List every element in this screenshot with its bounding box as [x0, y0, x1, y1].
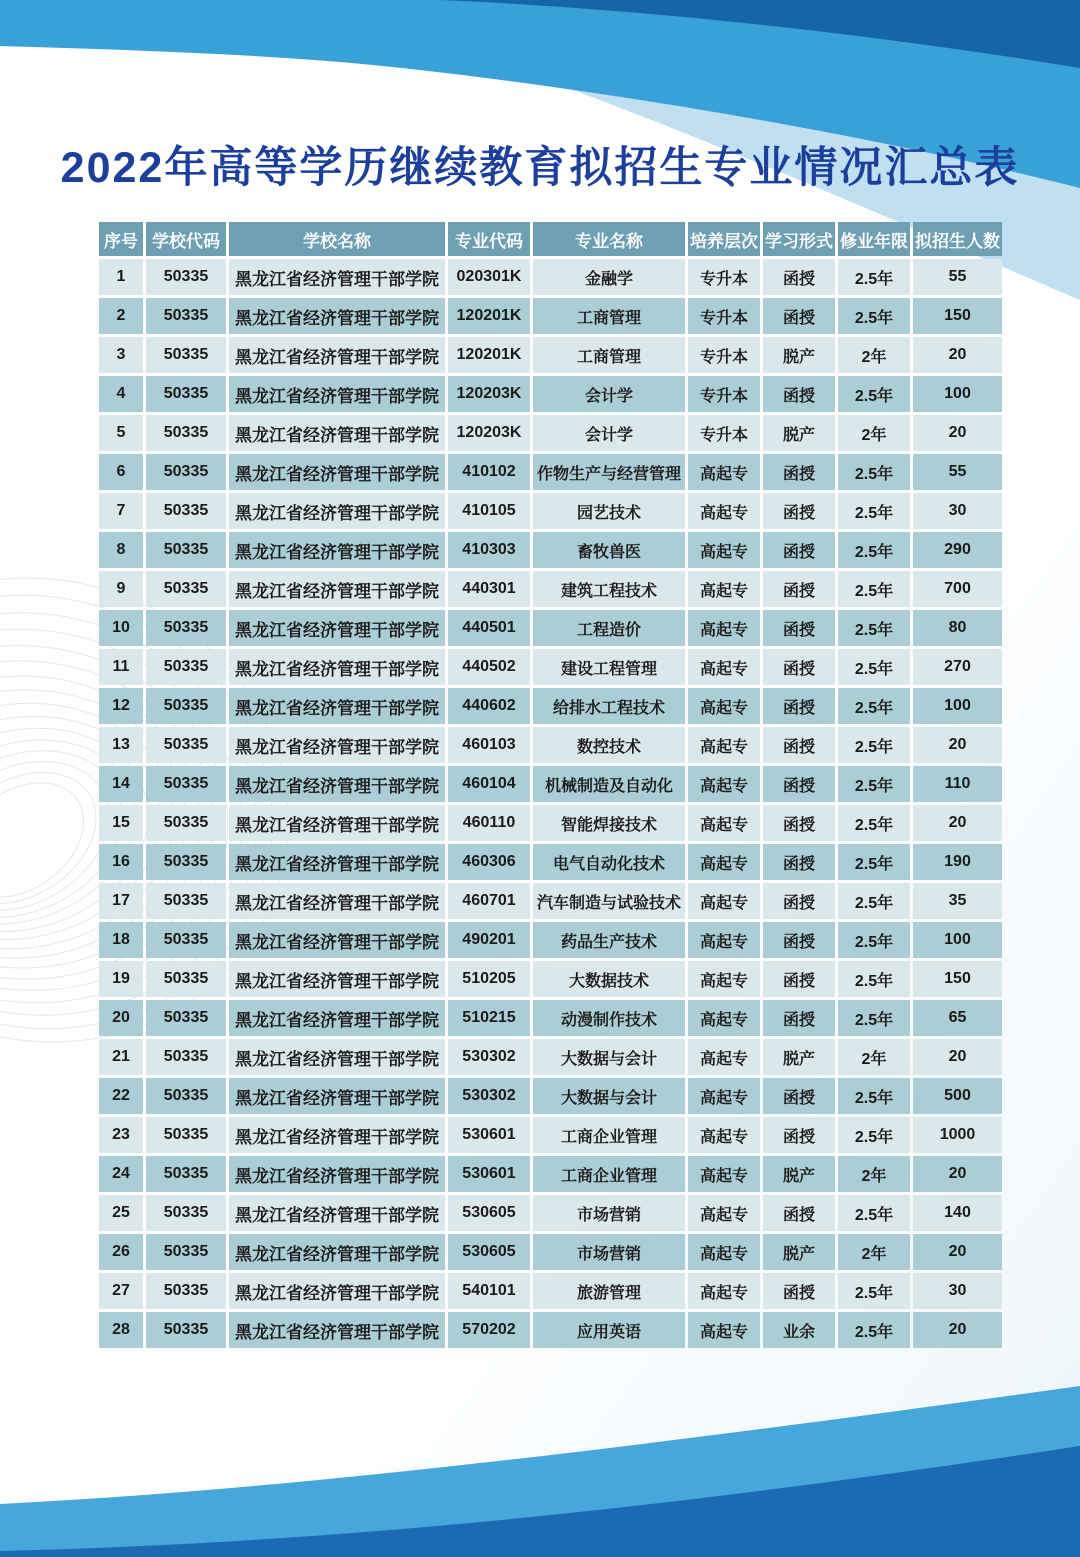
cell-school-name: 黑龙江省经济管理干部学院 — [229, 259, 445, 295]
cell-index: 25 — [99, 1195, 143, 1231]
cell-school-code: 50335 — [146, 1039, 226, 1075]
cell-major-code: 120201K — [448, 337, 530, 373]
cell-index: 4 — [99, 376, 143, 412]
enrollment-table — [96, 219, 1005, 1351]
cell-major-name: 会计学 — [533, 415, 685, 451]
cell-enrollment: 110 — [913, 766, 1002, 802]
cell-level: 高起专 — [688, 844, 760, 880]
cell-school-code: 50335 — [146, 1234, 226, 1270]
table-row — [99, 1039, 1002, 1075]
cell-enrollment: 190 — [913, 844, 1002, 880]
cell-duration: 2.5年 — [838, 883, 910, 919]
cell-study-form: 脱产 — [763, 415, 835, 451]
cell-enrollment: 500 — [913, 1078, 1002, 1114]
cell-study-form: 函授 — [763, 454, 835, 490]
cell-school-code: 50335 — [146, 532, 226, 568]
cell-school-name: 黑龙江省经济管理干部学院 — [229, 1156, 445, 1192]
cell-index: 20 — [99, 1000, 143, 1036]
cell-level: 高起专 — [688, 454, 760, 490]
cell-school-name: 黑龙江省经济管理干部学院 — [229, 805, 445, 841]
cell-major-code: 460110 — [448, 805, 530, 841]
cell-index: 17 — [99, 883, 143, 919]
cell-school-code: 50335 — [146, 922, 226, 958]
cell-school-name: 黑龙江省经济管理干部学院 — [229, 298, 445, 334]
cell-school-name: 黑龙江省经济管理干部学院 — [229, 844, 445, 880]
cell-major-code: 530605 — [448, 1234, 530, 1270]
cell-study-form: 函授 — [763, 844, 835, 880]
cell-major-code: 530601 — [448, 1117, 530, 1153]
cell-level: 高起专 — [688, 1117, 760, 1153]
cell-duration: 2.5年 — [838, 454, 910, 490]
cell-school-name: 黑龙江省经济管理干部学院 — [229, 1234, 445, 1270]
table-row — [99, 493, 1002, 529]
cell-major-name: 电气自动化技术 — [533, 844, 685, 880]
cell-enrollment: 80 — [913, 610, 1002, 646]
cell-major-code: 460701 — [448, 883, 530, 919]
cell-major-name: 工程造价 — [533, 610, 685, 646]
cell-index: 26 — [99, 1234, 143, 1270]
cell-level: 专升本 — [688, 337, 760, 373]
cell-school-code: 50335 — [146, 1117, 226, 1153]
cell-index: 23 — [99, 1117, 143, 1153]
cell-major-code: 460306 — [448, 844, 530, 880]
table-row — [99, 1000, 1002, 1036]
cell-school-code: 50335 — [146, 688, 226, 724]
cell-school-code: 50335 — [146, 571, 226, 607]
cell-school-code: 50335 — [146, 766, 226, 802]
cell-school-name: 黑龙江省经济管理干部学院 — [229, 376, 445, 412]
cell-major-name: 动漫制作技术 — [533, 1000, 685, 1036]
cell-level: 高起专 — [688, 1039, 760, 1075]
cell-level: 专升本 — [688, 415, 760, 451]
cell-level: 专升本 — [688, 259, 760, 295]
cell-study-form: 函授 — [763, 571, 835, 607]
cell-school-code: 50335 — [146, 883, 226, 919]
cell-duration: 2.5年 — [838, 1000, 910, 1036]
table-row — [99, 649, 1002, 685]
cell-study-form: 脱产 — [763, 1039, 835, 1075]
cell-level: 高起专 — [688, 1273, 760, 1309]
cell-duration: 2.5年 — [838, 1312, 910, 1348]
cell-major-name: 应用英语 — [533, 1312, 685, 1348]
cell-school-name: 黑龙江省经济管理干部学院 — [229, 1078, 445, 1114]
table-row — [99, 1312, 1002, 1348]
table-row — [99, 1195, 1002, 1231]
cell-school-code: 50335 — [146, 298, 226, 334]
cell-enrollment: 20 — [913, 1234, 1002, 1270]
cell-study-form: 函授 — [763, 259, 835, 295]
header-cell-enrollment: 拟招生人数 — [913, 222, 1002, 256]
cell-school-code: 50335 — [146, 376, 226, 412]
table-row — [99, 532, 1002, 568]
table-row — [99, 1117, 1002, 1153]
table-row — [99, 688, 1002, 724]
table-row — [99, 727, 1002, 763]
cell-study-form: 函授 — [763, 649, 835, 685]
cell-index: 1 — [99, 259, 143, 295]
cell-level: 专升本 — [688, 298, 760, 334]
cell-school-code: 50335 — [146, 454, 226, 490]
cell-level: 高起专 — [688, 805, 760, 841]
table-row — [99, 883, 1002, 919]
cell-school-code: 50335 — [146, 844, 226, 880]
cell-enrollment: 65 — [913, 1000, 1002, 1036]
cell-major-code: 440602 — [448, 688, 530, 724]
cell-study-form: 函授 — [763, 1195, 835, 1231]
cell-level: 高起专 — [688, 532, 760, 568]
cell-school-name: 黑龙江省经济管理干部学院 — [229, 727, 445, 763]
cell-duration: 2.5年 — [838, 610, 910, 646]
cell-enrollment: 30 — [913, 493, 1002, 529]
cell-school-code: 50335 — [146, 961, 226, 997]
cell-school-code: 50335 — [146, 493, 226, 529]
cell-level: 高起专 — [688, 922, 760, 958]
cell-level: 高起专 — [688, 766, 760, 802]
cell-major-name: 市场营销 — [533, 1234, 685, 1270]
cell-enrollment: 270 — [913, 649, 1002, 685]
cell-study-form: 脱产 — [763, 1156, 835, 1192]
cell-index: 8 — [99, 532, 143, 568]
cell-index: 19 — [99, 961, 143, 997]
cell-level: 高起专 — [688, 688, 760, 724]
cell-major-code: 540101 — [448, 1273, 530, 1309]
header-cell-level: 培养层次 — [688, 222, 760, 256]
header-cell-index: 序号 — [99, 222, 143, 256]
cell-level: 高起专 — [688, 571, 760, 607]
cell-school-name: 黑龙江省经济管理干部学院 — [229, 1000, 445, 1036]
cell-study-form: 函授 — [763, 1078, 835, 1114]
cell-enrollment: 20 — [913, 727, 1002, 763]
cell-major-code: 530601 — [448, 1156, 530, 1192]
cell-duration: 2.5年 — [838, 727, 910, 763]
cell-duration: 2.5年 — [838, 532, 910, 568]
table-row — [99, 1234, 1002, 1270]
cell-level: 高起专 — [688, 727, 760, 763]
cell-school-name: 黑龙江省经济管理干部学院 — [229, 1273, 445, 1309]
cell-school-name: 黑龙江省经济管理干部学院 — [229, 1312, 445, 1348]
table-header-row — [99, 222, 1002, 256]
cell-duration: 2.5年 — [838, 1273, 910, 1309]
cell-school-code: 50335 — [146, 259, 226, 295]
cell-study-form: 脱产 — [763, 1234, 835, 1270]
cell-school-code: 50335 — [146, 1156, 226, 1192]
cell-index: 24 — [99, 1156, 143, 1192]
cell-study-form: 函授 — [763, 1273, 835, 1309]
cell-major-name: 智能焊接技术 — [533, 805, 685, 841]
cell-level: 高起专 — [688, 1156, 760, 1192]
cell-duration: 2年 — [838, 1039, 910, 1075]
cell-index: 11 — [99, 649, 143, 685]
cell-enrollment: 290 — [913, 532, 1002, 568]
cell-duration: 2.5年 — [838, 688, 910, 724]
cell-index: 15 — [99, 805, 143, 841]
cell-duration: 2.5年 — [838, 376, 910, 412]
cell-index: 14 — [99, 766, 143, 802]
cell-major-name: 大数据与会计 — [533, 1078, 685, 1114]
table-row — [99, 415, 1002, 451]
cell-duration: 2.5年 — [838, 259, 910, 295]
cell-major-name: 机械制造及自动化 — [533, 766, 685, 802]
cell-level: 高起专 — [688, 1195, 760, 1231]
cell-school-code: 50335 — [146, 1000, 226, 1036]
page-title: 2022年高等学历继续教育拟招生专业情况汇总表 — [60, 144, 1020, 192]
cell-level: 专升本 — [688, 376, 760, 412]
cell-enrollment: 700 — [913, 571, 1002, 607]
cell-index: 27 — [99, 1273, 143, 1309]
cell-major-code: 460103 — [448, 727, 530, 763]
cell-duration: 2.5年 — [838, 571, 910, 607]
cell-enrollment: 20 — [913, 805, 1002, 841]
cell-school-name: 黑龙江省经济管理干部学院 — [229, 961, 445, 997]
cell-school-code: 50335 — [146, 805, 226, 841]
cell-school-name: 黑龙江省经济管理干部学院 — [229, 883, 445, 919]
cell-study-form: 业余 — [763, 1312, 835, 1348]
cell-major-name: 大数据技术 — [533, 961, 685, 997]
cell-duration: 2.5年 — [838, 805, 910, 841]
cell-major-name: 市场营销 — [533, 1195, 685, 1231]
cell-major-code: 120203K — [448, 415, 530, 451]
table-body — [99, 259, 1002, 1348]
cell-major-code: 440502 — [448, 649, 530, 685]
table-row — [99, 454, 1002, 490]
cell-school-name: 黑龙江省经济管理干部学院 — [229, 415, 445, 451]
cell-index: 3 — [99, 337, 143, 373]
cell-index: 5 — [99, 415, 143, 451]
cell-study-form: 函授 — [763, 532, 835, 568]
cell-major-name: 旅游管理 — [533, 1273, 685, 1309]
cell-duration: 2.5年 — [838, 298, 910, 334]
cell-level: 高起专 — [688, 649, 760, 685]
cell-school-code: 50335 — [146, 1195, 226, 1231]
cell-major-code: 440301 — [448, 571, 530, 607]
cell-major-code: 410303 — [448, 532, 530, 568]
cell-study-form: 脱产 — [763, 337, 835, 373]
cell-study-form: 函授 — [763, 922, 835, 958]
table-row — [99, 571, 1002, 607]
cell-study-form: 函授 — [763, 1000, 835, 1036]
cell-major-code: 490201 — [448, 922, 530, 958]
cell-school-name: 黑龙江省经济管理干部学院 — [229, 649, 445, 685]
cell-duration: 2.5年 — [838, 493, 910, 529]
cell-major-code: 120203K — [448, 376, 530, 412]
cell-school-code: 50335 — [146, 649, 226, 685]
cell-school-name: 黑龙江省经济管理干部学院 — [229, 1195, 445, 1231]
cell-school-code: 50335 — [146, 415, 226, 451]
cell-major-code: 020301K — [448, 259, 530, 295]
cell-school-name: 黑龙江省经济管理干部学院 — [229, 337, 445, 373]
cell-school-name: 黑龙江省经济管理干部学院 — [229, 571, 445, 607]
cell-major-name: 建筑工程技术 — [533, 571, 685, 607]
cell-study-form: 函授 — [763, 883, 835, 919]
cell-level: 高起专 — [688, 883, 760, 919]
cell-school-name: 黑龙江省经济管理干部学院 — [229, 1117, 445, 1153]
cell-major-name: 建设工程管理 — [533, 649, 685, 685]
cell-level: 高起专 — [688, 961, 760, 997]
cell-duration: 2年 — [838, 1234, 910, 1270]
cell-major-name: 工商企业管理 — [533, 1156, 685, 1192]
header-cell-duration: 修业年限 — [838, 222, 910, 256]
cell-school-name: 黑龙江省经济管理干部学院 — [229, 610, 445, 646]
table-row — [99, 376, 1002, 412]
cell-enrollment: 20 — [913, 415, 1002, 451]
cell-major-code: 510205 — [448, 961, 530, 997]
cell-level: 高起专 — [688, 610, 760, 646]
cell-enrollment: 35 — [913, 883, 1002, 919]
cell-major-code: 530605 — [448, 1195, 530, 1231]
cell-school-code: 50335 — [146, 610, 226, 646]
table-row — [99, 1078, 1002, 1114]
cell-school-code: 50335 — [146, 1312, 226, 1348]
cell-study-form: 函授 — [763, 961, 835, 997]
cell-index: 16 — [99, 844, 143, 880]
cell-major-name: 畜牧兽医 — [533, 532, 685, 568]
table-row — [99, 259, 1002, 295]
cell-duration: 2.5年 — [838, 766, 910, 802]
cell-duration: 2年 — [838, 415, 910, 451]
cell-major-name: 汽车制造与试验技术 — [533, 883, 685, 919]
header-cell-school-code: 学校代码 — [146, 222, 226, 256]
cell-major-name: 给排水工程技术 — [533, 688, 685, 724]
cell-index: 21 — [99, 1039, 143, 1075]
cell-major-code: 120201K — [448, 298, 530, 334]
table-row — [99, 805, 1002, 841]
cell-major-name: 数控技术 — [533, 727, 685, 763]
cell-study-form: 函授 — [763, 298, 835, 334]
cell-duration: 2年 — [838, 1156, 910, 1192]
cell-enrollment: 20 — [913, 1156, 1002, 1192]
cell-study-form: 函授 — [763, 376, 835, 412]
cell-study-form: 函授 — [763, 805, 835, 841]
cell-major-name: 工商企业管理 — [533, 1117, 685, 1153]
cell-school-code: 50335 — [146, 1273, 226, 1309]
cell-study-form: 函授 — [763, 493, 835, 529]
cell-school-name: 黑龙江省经济管理干部学院 — [229, 532, 445, 568]
cell-enrollment: 1000 — [913, 1117, 1002, 1153]
table-row — [99, 766, 1002, 802]
table-row — [99, 922, 1002, 958]
table-row — [99, 610, 1002, 646]
table-row — [99, 961, 1002, 997]
cell-study-form: 函授 — [763, 688, 835, 724]
cell-duration: 2.5年 — [838, 922, 910, 958]
cell-enrollment: 150 — [913, 298, 1002, 334]
cell-enrollment: 150 — [913, 961, 1002, 997]
cell-index: 2 — [99, 298, 143, 334]
cell-index: 13 — [99, 727, 143, 763]
cell-major-name: 金融学 — [533, 259, 685, 295]
cell-major-code: 530302 — [448, 1078, 530, 1114]
cell-major-code: 530302 — [448, 1039, 530, 1075]
cell-enrollment: 20 — [913, 337, 1002, 373]
cell-enrollment: 100 — [913, 688, 1002, 724]
header-cell-major-code: 专业代码 — [448, 222, 530, 256]
cell-school-name: 黑龙江省经济管理干部学院 — [229, 766, 445, 802]
cell-study-form: 函授 — [763, 610, 835, 646]
cell-enrollment: 140 — [913, 1195, 1002, 1231]
cell-index: 9 — [99, 571, 143, 607]
cell-school-name: 黑龙江省经济管理干部学院 — [229, 922, 445, 958]
cell-major-name: 园艺技术 — [533, 493, 685, 529]
cell-duration: 2.5年 — [838, 1195, 910, 1231]
table-row — [99, 337, 1002, 373]
cell-school-code: 50335 — [146, 1078, 226, 1114]
cell-school-code: 50335 — [146, 727, 226, 763]
header-cell-major-name: 专业名称 — [533, 222, 685, 256]
cell-major-code: 510215 — [448, 1000, 530, 1036]
header-cell-study-form: 学习形式 — [763, 222, 835, 256]
cell-level: 高起专 — [688, 1078, 760, 1114]
cell-duration: 2.5年 — [838, 961, 910, 997]
cell-study-form: 函授 — [763, 1117, 835, 1153]
cell-level: 高起专 — [688, 1234, 760, 1270]
cell-index: 10 — [99, 610, 143, 646]
table-row — [99, 844, 1002, 880]
cell-enrollment: 30 — [913, 1273, 1002, 1309]
cell-level: 高起专 — [688, 1312, 760, 1348]
cell-major-name: 大数据与会计 — [533, 1039, 685, 1075]
cell-enrollment: 20 — [913, 1039, 1002, 1075]
cell-enrollment: 55 — [913, 259, 1002, 295]
cell-major-name: 工商管理 — [533, 337, 685, 373]
cell-enrollment: 20 — [913, 1312, 1002, 1348]
cell-index: 6 — [99, 454, 143, 490]
cell-school-code: 50335 — [146, 337, 226, 373]
cell-duration: 2.5年 — [838, 844, 910, 880]
cell-major-code: 410102 — [448, 454, 530, 490]
cell-major-code: 410105 — [448, 493, 530, 529]
cell-enrollment: 100 — [913, 376, 1002, 412]
cell-study-form: 函授 — [763, 766, 835, 802]
cell-major-code: 440501 — [448, 610, 530, 646]
cell-level: 高起专 — [688, 493, 760, 529]
cell-index: 18 — [99, 922, 143, 958]
cell-school-name: 黑龙江省经济管理干部学院 — [229, 454, 445, 490]
cell-major-code: 460104 — [448, 766, 530, 802]
cell-major-name: 药品生产技术 — [533, 922, 685, 958]
cell-enrollment: 100 — [913, 922, 1002, 958]
cell-index: 28 — [99, 1312, 143, 1348]
cell-major-name: 会计学 — [533, 376, 685, 412]
cell-level: 高起专 — [688, 1000, 760, 1036]
table-row — [99, 1156, 1002, 1192]
cell-major-name: 工商管理 — [533, 298, 685, 334]
table-row — [99, 298, 1002, 334]
cell-school-name: 黑龙江省经济管理干部学院 — [229, 688, 445, 724]
cell-major-code: 570202 — [448, 1312, 530, 1348]
header-cell-school-name: 学校名称 — [229, 222, 445, 256]
cell-index: 7 — [99, 493, 143, 529]
cell-duration: 2年 — [838, 337, 910, 373]
table-row — [99, 1273, 1002, 1309]
cell-school-name: 黑龙江省经济管理干部学院 — [229, 493, 445, 529]
cell-school-name: 黑龙江省经济管理干部学院 — [229, 1039, 445, 1075]
cell-duration: 2.5年 — [838, 649, 910, 685]
cell-index: 12 — [99, 688, 143, 724]
cell-duration: 2.5年 — [838, 1117, 910, 1153]
cell-enrollment: 55 — [913, 454, 1002, 490]
cell-duration: 2.5年 — [838, 1078, 910, 1114]
cell-index: 22 — [99, 1078, 143, 1114]
cell-major-name: 作物生产与经营管理 — [533, 454, 685, 490]
cell-study-form: 函授 — [763, 727, 835, 763]
